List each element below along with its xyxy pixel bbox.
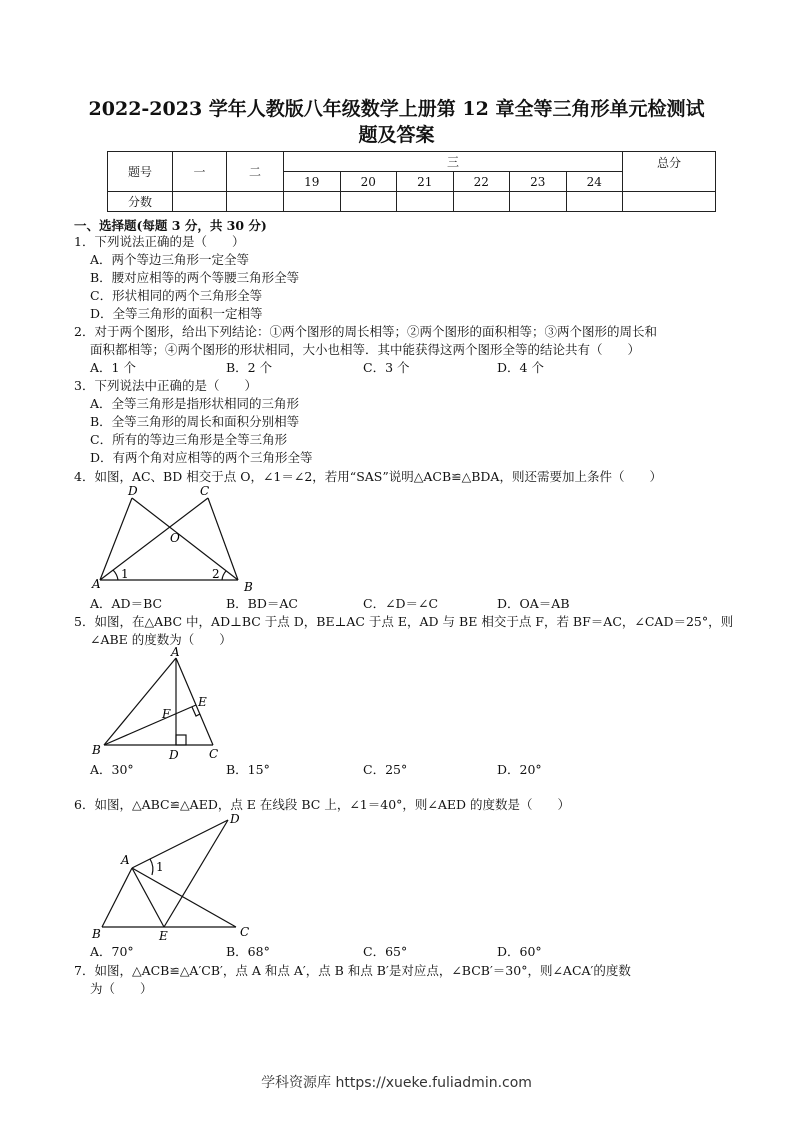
q3-option-b: B．全等三角形的周长和面积分别相等 (90, 414, 300, 429)
section-heading: 一、选择题(每题 3 分，共 30 分) (74, 218, 267, 233)
score-cell (623, 192, 716, 212)
q2-option-a: A．1 个 (90, 360, 136, 375)
q6-option-a: A．70° (90, 944, 134, 959)
score-table-col2: 二 (227, 152, 284, 192)
q1-stem: 1．下列说法正确的是（ ） (74, 234, 245, 249)
q6-figure (86, 808, 266, 944)
score-table-row-label: 分数 (108, 192, 173, 212)
q1-option-c: C．形状相同的两个三角形全等 (90, 288, 263, 303)
q4-option-a: A．AD＝BC (90, 596, 163, 611)
q4-option-c: C．∠D＝∠C (363, 596, 439, 611)
q5-label-d: D (169, 748, 179, 762)
q5-figure (86, 644, 236, 762)
q4-label-o: O (170, 531, 180, 545)
q6-label-b: B (92, 927, 101, 941)
q5-stem-line1: 5．如图，在△ABC 中，AD⊥BC 于点 D，BE⊥AC 于点 E，AD 与 BE 相交于点 F，若 BF＝AC，∠CAD＝25°，则 (74, 614, 734, 629)
q4-figure (88, 482, 268, 594)
q3-option-a: A．全等三角形是指形状相同的三角形 (90, 396, 300, 411)
footer-watermark: 学科资源库 https://xueke.fuliadmin.com (261, 1075, 532, 1091)
score-cell (340, 192, 397, 212)
q4-option-b: B．BD＝AC (226, 596, 298, 611)
q5-option-d: D．20° (497, 762, 542, 777)
q2-option-b: B．2 个 (226, 360, 273, 375)
score-cell (284, 192, 341, 212)
q2-option-d: D．4 个 (497, 360, 544, 375)
score-cell (453, 192, 510, 212)
score-table-col3: 三 (284, 152, 623, 172)
q2-stem-line1: 2．对于两个图形，给出下列结论：①两个图形的周长相等；②两个图形的面积相等；③两个图形的周长和 (74, 324, 657, 339)
score-cell (173, 192, 227, 212)
score-table-subcol: 19 (284, 172, 341, 192)
score-table (107, 151, 716, 212)
q5-label-c: C (209, 747, 219, 761)
q5-option-a: A．30° (90, 762, 134, 777)
score-cell (227, 192, 284, 212)
score-table-subcol: 24 (566, 172, 623, 192)
q6-label-e: E (159, 929, 168, 943)
q5-label-e: E (198, 695, 207, 709)
q7-stem-line1: 7．如图，△ACB≌△A′CB′，点 A 和点 A′，点 B 和点 B′是对应点，∠BCB′＝30°，则∠ACA′的度数 (74, 963, 631, 978)
score-cell (566, 192, 623, 212)
q7-stem-line2: 为（ ） (90, 981, 153, 996)
q2-stem-line2: 面积都相等；④两个图形的形状相同，大小也相等．其中能获得这两个图形全等的结论共有（ ） (90, 342, 641, 357)
score-cell (397, 192, 454, 212)
q6-stem: 6．如图，△ABC≌△AED，点 E 在线段 BC 上，∠1＝40°，则∠AED 的度数是（ ） (74, 797, 571, 812)
score-table-subcol: 23 (510, 172, 567, 192)
score-table-total: 总分 (623, 152, 716, 192)
q5-label-f: F (162, 707, 171, 721)
q6-option-c: C．65° (363, 944, 408, 959)
q5-label-b: B (92, 743, 101, 757)
q5-option-b: B．15° (226, 762, 270, 777)
q6-option-b: B．68° (226, 944, 270, 959)
q4-label-d: D (128, 484, 138, 498)
page-title-line2: 题及答案 (358, 124, 435, 146)
q3-stem: 3．下列说法中正确的是（ ） (74, 378, 257, 393)
q4-option-d: D．OA＝AB (497, 596, 570, 611)
q5-option-c: C．25° (363, 762, 408, 777)
score-table-subcol: 20 (340, 172, 397, 192)
q4-angle-2: 2 (212, 567, 220, 581)
q5-stem-line2: ∠ABE 的度数为（ ） (90, 632, 232, 647)
score-table-subcol: 21 (397, 172, 454, 192)
q6-label-c: C (240, 925, 250, 939)
q3-option-d: D．有两个角对应相等的两个三角形全等 (90, 450, 313, 465)
q4-label-c: C (200, 484, 210, 498)
q1-option-a: A．两个等边三角形一定全等 (90, 252, 250, 267)
q2-option-c: C．3 个 (363, 360, 410, 375)
q6-label-d: D (230, 812, 240, 826)
q4-angle-1: 1 (121, 567, 129, 581)
q5-label-a: A (171, 645, 180, 659)
q3-option-c: C．所有的等边三角形是全等三角形 (90, 432, 288, 447)
q6-angle-1: 1 (156, 860, 164, 874)
page-title-line1: 2022-2023 学年人教版八年级数学上册第 12 章全等三角形单元检测试 (88, 98, 705, 120)
q4-label-b: B (244, 580, 253, 594)
q4-label-a: A (92, 577, 101, 591)
q1-option-d: D．全等三角形的面积一定相等 (90, 306, 263, 321)
score-cell (510, 192, 567, 212)
score-table-subcol: 22 (453, 172, 510, 192)
score-table-col1: 一 (173, 152, 227, 192)
score-table-header-label: 题号 (108, 152, 173, 192)
q4-stem: 4．如图，AC、BD 相交于点 O，∠1＝∠2，若用“SAS”说明△ACB≌△BDA，则还需要加上条件（ ） (74, 469, 662, 484)
q1-option-b: B．腰对应相等的两个等腰三角形全等 (90, 270, 300, 285)
q6-option-d: D．60° (497, 944, 542, 959)
q6-label-a: A (121, 853, 130, 867)
